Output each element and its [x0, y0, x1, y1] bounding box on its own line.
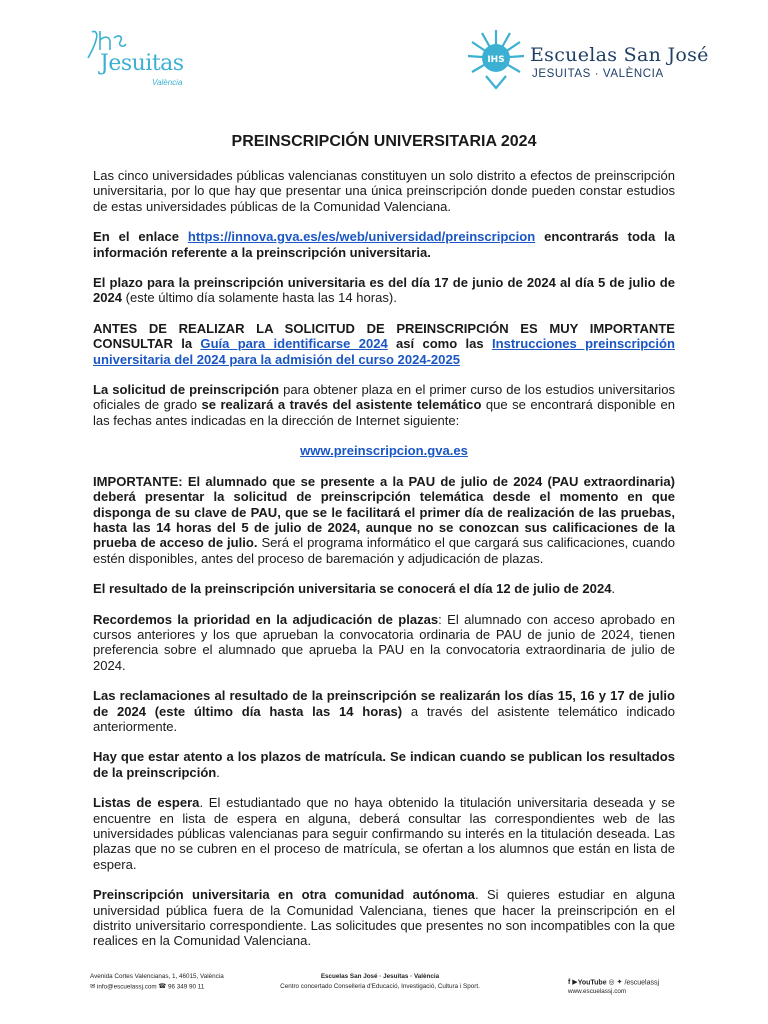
- resultado-bold: El resultado de la preinscripción universitaria se conocerá el día 12 de julio de 2024: [93, 581, 612, 597]
- footer-email[interactable]: info@escuelassj.com: [97, 983, 157, 991]
- paragraph-otra-comunidad: [93, 887, 675, 949]
- youtube-icon[interactable]: ▶: [572, 979, 578, 986]
- page-footer: [0, 970, 768, 1000]
- pau-bold: IMPORTANTE: El alumnado que se presente a la PAU de julio de 2024 (PAU extraordinaria) deberá presentar la solicitud de preinscripción telemática desde el momento en que disponga de su clave de PAU, que se le facilitará el primer día de realización de las pruebas, hasta las 14 horas del 5 de julio de 2024, aunque no se conozcan sus calificaciones de la prueba de acceso de julio.: [93, 473, 675, 551]
- footer-social: [568, 978, 659, 996]
- paragraph-intro: Las cinco universidades públicas valencianas constituyen un solo distrito a efectos de preinscripción universitaria, por lo que hay que presentar una única preinscripción donde pueden constar estudios de estas universidades públicas de la Comunidad Valenciana.: [93, 168, 675, 214]
- facebook-icon[interactable]: f: [568, 979, 571, 986]
- escuelas-logo-subtitle: JESUITAS · VALÈNCIA: [532, 68, 664, 80]
- solicitud-text-2: que se encontrará disponible en las fechas antes indicadas en la dirección de Internet siguiente:: [93, 397, 675, 428]
- paragraph-resultado: [93, 581, 675, 596]
- document-body: [93, 132, 675, 964]
- listas-rest: . El estudiantado que no haya obtenido la titulación universitaria deseada y se encuentre en lista de espera en alguna, deberá consultar las correspondientes web de las universidades públicas valencianas para seguir confirmando su interés en la titulación deseada. Las plazas que no se cubren en el proceso de matrícula, se ofertan a los alumnos que están en lista de espera.: [93, 795, 675, 872]
- guides-text-middle: así como las: [387, 336, 492, 352]
- otra-comunidad-bold: Preinscripción universitaria en otra comunidad autónoma: [93, 887, 475, 903]
- social-icons: [568, 978, 659, 987]
- guia-identificarse-link[interactable]: Guía para identificarse 2024: [200, 336, 388, 352]
- youtube-label: YouTube: [577, 979, 607, 987]
- ihs-sun-emblem-icon: [466, 26, 526, 90]
- preinscripcion-gva-link[interactable]: www.preinscripcion.gva.es: [300, 443, 468, 459]
- paragraph-solicitud: [93, 382, 675, 428]
- matricula-bold: Hay que estar atento a los plazos de matrícula. Se indican cuando se publican los resultados de la preinscripción: [93, 749, 675, 780]
- jesuitas-logo-city: València: [152, 78, 183, 87]
- jesuitas-logo-name: Jesuitas: [100, 51, 184, 76]
- paragraph-listas-espera: [93, 795, 675, 872]
- paragraph-deadline: [93, 275, 675, 306]
- reclamaciones-rest: a través del asistente telemático indicado anteriormente.: [93, 703, 675, 734]
- prioridad-rest: : El alumnado con acceso aprobado en cursos anteriores y los que aprueban la convocatoria ordinaria de PAU de junio de 2024, tienen preferencia sobre el alumnado que aprueba la PAU en la convocatoria extraordinaria de julio de 2024.: [93, 611, 675, 673]
- footer-address: Avenida Cortes Valencianas, 1, 46015, València: [90, 973, 224, 980]
- resultado-rest: .: [611, 581, 616, 597]
- footer-website[interactable]: www.escuelassj.com: [568, 988, 627, 996]
- social-handle: /escuelassj: [624, 979, 660, 987]
- escuelas-logo-title: Escuelas San José: [530, 44, 709, 66]
- footer-center: [230, 972, 530, 992]
- footer-school-name: Escuelas San José · Jesuitas · València: [320, 973, 440, 980]
- deadline-bold: El plazo para la preinscripción universitaria es del día 17 de junio de 2024 al día 5 de julio de 2024: [93, 275, 675, 306]
- escuelas-san-jose-logo: [466, 26, 709, 90]
- phone-icon: ☎: [158, 983, 167, 990]
- twitter-icon[interactable]: ✦: [616, 979, 623, 986]
- paragraph-important-guides: [93, 321, 675, 367]
- matricula-rest: .: [216, 764, 220, 780]
- innova-link[interactable]: https://innova.gva.es/es/web/universidad/preinscripcion: [187, 229, 536, 245]
- solicitud-bold-1: La solicitud de preinscripción: [93, 382, 280, 398]
- instrucciones-link[interactable]: Instrucciones preinscripción universitaria del 2024 para la admisión del curso 2024-2025: [93, 336, 675, 367]
- info-link-text-before: En el enlace: [93, 229, 188, 245]
- pau-rest: Será el programa informático el que cargará sus calificaciones, cuando estén disponibles, antes del proceso de baremación y adjudicación de plazas.: [93, 535, 675, 566]
- guides-text-before: ANTES DE REALIZAR LA SOLICITUD DE PREINSCRIPCIÓN ES MUY IMPORTANTE CONSULTAR la: [93, 320, 675, 352]
- prioridad-bold: Recordemos la prioridad en la adjudicación de plazas: [93, 611, 439, 627]
- footer-contact-line: [90, 982, 224, 993]
- footer-phone: 96 349 90 11: [167, 983, 205, 991]
- instagram-icon[interactable]: ◎: [608, 979, 615, 986]
- jesuitas-logo: [84, 28, 194, 88]
- paragraph-importante-pau: [93, 474, 675, 566]
- paragraph-info-link: [93, 229, 675, 260]
- solicitud-bold-2: se realizará a través del asistente telemático: [201, 397, 482, 413]
- email-icon: ✉: [90, 983, 96, 990]
- solicitud-text-1: para obtener plaza en el primer curso de los estudios universitarios oficiales de grado: [93, 382, 675, 413]
- paragraph-matricula: [93, 749, 675, 780]
- paragraph-preinscripcion-link: [93, 443, 675, 458]
- svg-text:IHS: IHS: [487, 55, 505, 65]
- paragraph-prioridad: [93, 612, 675, 674]
- info-link-text-after: encontrarás toda la información referente a la preinscripción universitaria.: [93, 229, 676, 260]
- deadline-rest: (este último día solamente hasta las 14 horas).: [122, 290, 397, 306]
- paragraph-reclamaciones: [93, 688, 675, 734]
- listas-bold: Listas de espera: [93, 795, 200, 811]
- footer-school-subtitle: Centro concertado Conselleria d'Educació, Investigació, Cultura i Sport.: [280, 983, 480, 990]
- page-title: PREINSCRIPCIÓN UNIVERSITARIA 2024: [231, 133, 537, 150]
- footer-contact: [90, 972, 224, 993]
- otra-comunidad-rest: . Si quieres estudiar en alguna universidad pública fuera de la Comunidad Valenciana, tienes que hacer la preinscripción en el distrito universitario correspondiente. Las solicitudes que presentes no son incompatibles con la que realices en la Comunidad Valenciana.: [93, 887, 675, 949]
- reclamaciones-bold: Las reclamaciones al resultado de la preinscripción se realizarán los días 15, 16 y 17 de julio de 2024 (este último día hasta las 14 horas): [93, 688, 675, 719]
